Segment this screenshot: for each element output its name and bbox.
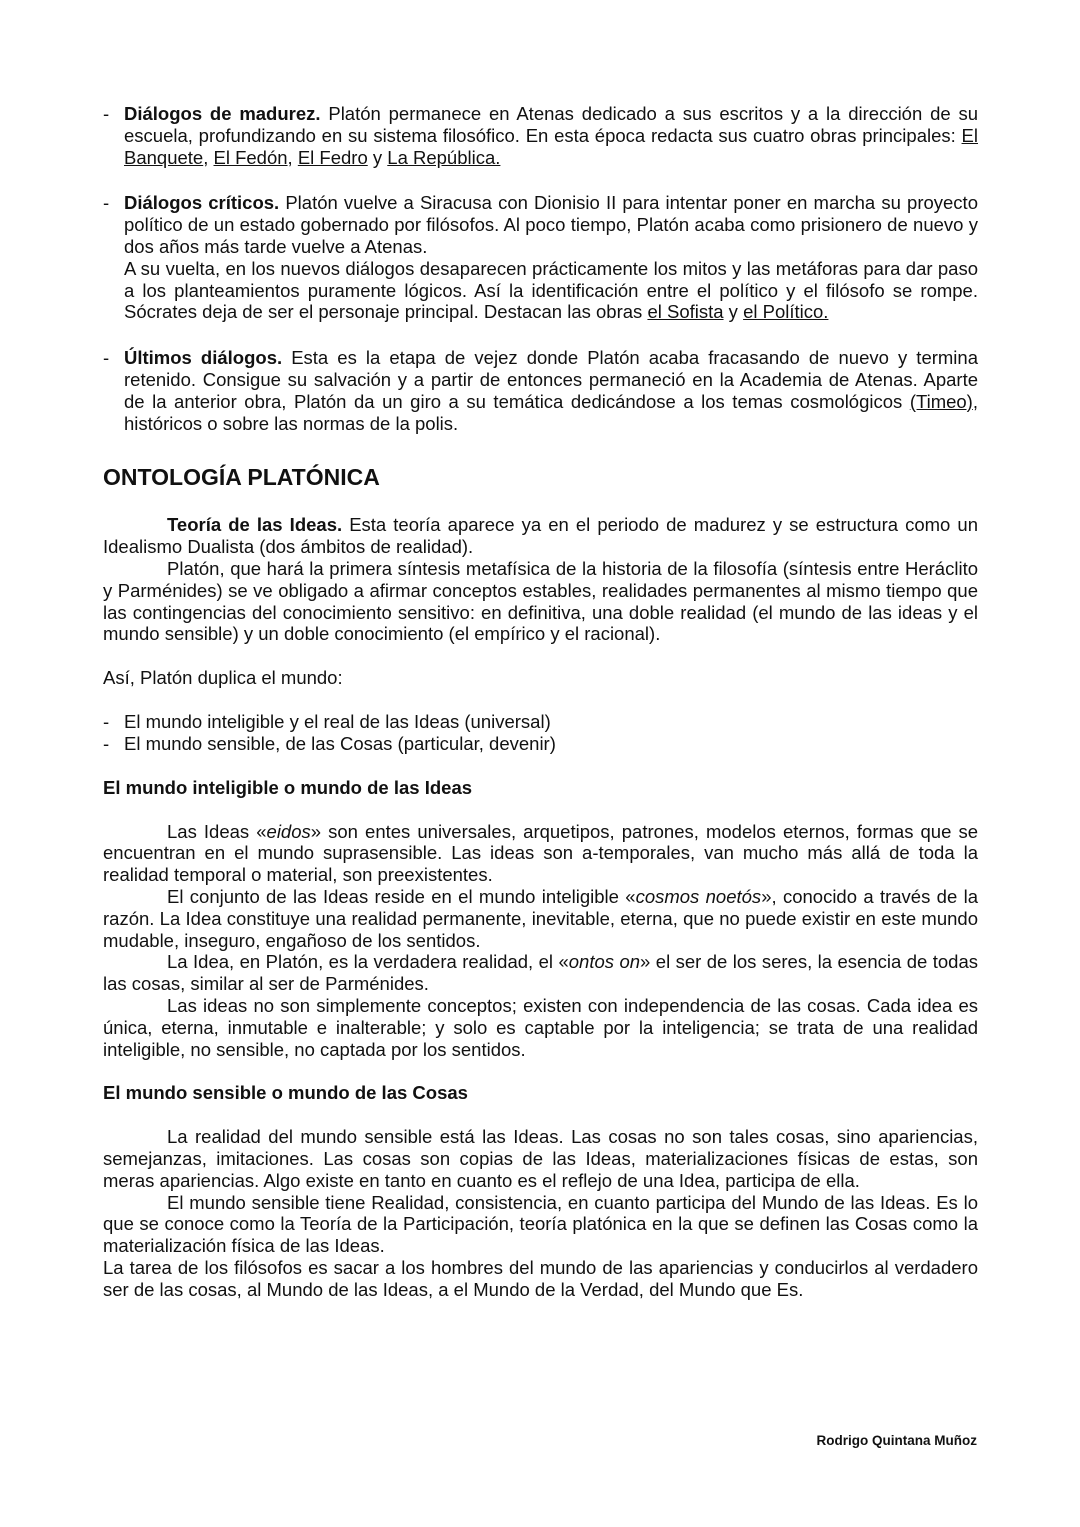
list-item: - El mundo sensible, de las Cosas (particular, devenir) bbox=[103, 732, 556, 754]
things-paragraph-3: La tarea de los filósofos es sacar a los hombres del mundo de las apariencias y conducirlos al verdadero ser de las cosas, al Mundo de las Ideas, a el Mundo de la Verdad, del Mundo que Es. bbox=[103, 1257, 978, 1300]
intro-paragraph-3: Así, Platón duplica el mundo: bbox=[103, 667, 343, 689]
intro-paragraph-2: Platón, que hará la primera síntesis metafísica de la historia de la filosofía (síntesis entre Heráclito y Parménides) se ve obligado a afirmar conceptos estables, realidades permanentes al mismo tiempo que las contingencias del conocimiento sensitivo: en definitiva, una doble realidad (el mundo de las ideas y el mundo sensible) y un doble conocimiento (el empírico y el racional). bbox=[103, 557, 978, 645]
ideas-paragraph-3: La Idea, en Platón, es la verdadera realidad, el «ontos on» el ser de los seres, la esencia de todas las cosas, similar al ser de Parménides. bbox=[103, 951, 978, 995]
work-title: El Banquete bbox=[124, 124, 978, 168]
bullet-text-continued: A su vuelta, en los nuevos diálogos desaparecen prácticamente los mitos y las metáforas para dar paso a los planteamientos puramente lógicos. Así la identificación entre el político y el filósofo se rompe. Sócrates deja de ser el personaje principal. Destacan las obras el Sofista y el Político. bbox=[124, 257, 978, 323]
things-paragraph-2: El mundo sensible tiene Realidad, consistencia, en cuanto participa del Mundo de las Ideas. Es lo que se conoce como la Teoría de la Participación, teoría platónica en la que se definen las Cosas como la materialización física de las Ideas. bbox=[103, 1191, 978, 1257]
list-item: - El mundo inteligible y el real de las Ideas (universal) bbox=[103, 710, 551, 732]
bullet-dash: - bbox=[103, 347, 110, 369]
work-title: La República. bbox=[387, 146, 501, 168]
work-title: el Sofista bbox=[647, 301, 724, 323]
worlds-list bbox=[103, 711, 978, 755]
document-page bbox=[103, 103, 978, 1301]
work-title: el Político. bbox=[743, 301, 829, 323]
ideas-heading: El mundo inteligible o mundo de las Ideas bbox=[103, 776, 473, 798]
bullet-ultimos-dialogos bbox=[103, 347, 978, 434]
work-title: (Timeo) bbox=[909, 390, 973, 412]
bullet-title: Diálogos de madurez. bbox=[124, 103, 321, 124]
intro-paragraph: Teoría de las Ideas. Esta teoría aparece ya en el periodo de madurez y se estructura como un Idealismo Dualista (dos ámbitos de realidad). bbox=[103, 514, 978, 558]
ideas-paragraph-1: Las Ideas «eidos» son entes universales, arquetipos, patrones, modelos eternos, formas que se encuentran en el mundo suprasensible. Las ideas son a-temporales, van mucho más allá de toda la realidad temporal o material, son preexistentes. bbox=[103, 820, 978, 886]
bullet-text: Diálogos críticos. Platón vuelve a Siracusa con Dionisio II para intentar poner en marcha su proyecto político de un estado gobernado por filósofos. Al poco tiempo, Platón acaba como prisionero de nuevo y dos años más tarde vuelve a Atenas. bbox=[124, 192, 978, 257]
author-signature: Rodrigo Quintana Muñoz bbox=[816, 1433, 977, 1448]
bullet-dash: - bbox=[103, 103, 110, 124]
things-heading: El mundo sensible o mundo de las Cosas bbox=[103, 1082, 468, 1104]
bullet-text: Diálogos de madurez. Platón permanece en Atenas dedicado a sus escritos y a la dirección de su escuela, profundizando en su sistema filosófico. En esta época redacta sus cuatro obras principales: El Banquete, El Fedón, El Fedro y La República. bbox=[124, 103, 978, 168]
work-title: El Fedro bbox=[297, 146, 368, 168]
intro-bold: Teoría de las Ideas. bbox=[167, 514, 343, 536]
things-paragraph-1: La realidad del mundo sensible está las Ideas. Las cosas no son tales cosas, sino apariencias, semejanzas, imitaciones. Las cosas son copias de las Ideas, materializaciones físicas de estas, son meras apariencias. Algo existe en tanto en cuanto es el reflejo de una Idea, participa de ella. bbox=[103, 1126, 978, 1191]
section-title: ONTOLOGÍA PLATÓNICA bbox=[103, 464, 380, 491]
bullet-title: Últimos diálogos. bbox=[124, 347, 283, 369]
work-title: El Fedón bbox=[213, 146, 288, 168]
bullet-dialogos-madurez bbox=[103, 103, 978, 168]
ideas-paragraph-4: Las ideas no son simplemente conceptos; existen con independencia de las cosas. Cada idea es única, eterna, inmutable e inalterable; y solo es captable por la inteligencia; se trata de una realidad inteligible, no sensible, no captada por los sentidos. bbox=[103, 994, 978, 1060]
bullet-dialogos-criticos bbox=[103, 192, 978, 323]
ideas-paragraph-2: El conjunto de las Ideas reside en el mundo inteligible «cosmos noetós», conocido a través de la razón. La Idea constituye una realidad permanente, inevitable, eterna, que no puede existir en este mundo mudable, inseguro, engañoso de los sentidos. bbox=[103, 885, 978, 951]
bullet-text: Últimos diálogos. Esta es la etapa de vejez donde Platón acaba fracasando de nuevo y termina retenido. Consigue su salvación y a partir de entonces permaneció en la Academia de Atenas. Aparte de la anterior obra, Platón da un giro a su temática dedicándose a los temas cosmológicos (Timeo), históricos o sobre las normas de la polis. bbox=[124, 347, 978, 434]
bullet-title: Diálogos críticos. bbox=[124, 192, 280, 214]
bullet-dash: - bbox=[103, 192, 110, 214]
